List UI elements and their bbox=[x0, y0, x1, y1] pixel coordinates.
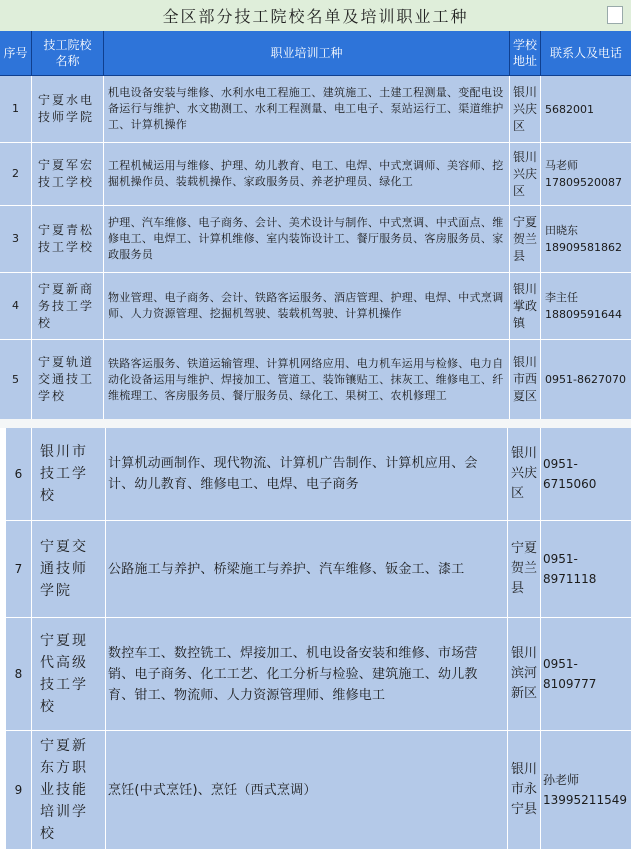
row-school: 宁夏新商务技工学校 bbox=[32, 273, 104, 339]
row-seq: 5 bbox=[0, 340, 32, 419]
row-contact: 5682001 bbox=[545, 102, 594, 116]
table-row bbox=[0, 618, 631, 731]
row-school: 宁夏现代高级技工学校 bbox=[32, 618, 106, 730]
row-jobs: 计算机动画制作、现代物流、计算机广告制作、计算机应用、会计、幼儿教育、维修电工、电焊、电子商务 bbox=[106, 428, 508, 520]
table-row bbox=[0, 428, 631, 521]
row-address: 银川兴庆区 bbox=[510, 143, 541, 205]
row-address: 银川兴庆区 bbox=[510, 76, 541, 142]
row-jobs: 公路施工与养护、桥梁施工与养护、汽车维修、钣金工、漆工 bbox=[106, 521, 508, 617]
sheet-corner-icon bbox=[607, 6, 623, 24]
row-seq: 3 bbox=[0, 206, 32, 272]
row-seq: 1 bbox=[0, 76, 32, 142]
table-row bbox=[0, 76, 631, 143]
row-contact: 马老师 17809520087 bbox=[545, 159, 622, 189]
row-address: 银川市永宁县 bbox=[508, 731, 541, 849]
row-contact: 0951-8109777 bbox=[543, 657, 597, 691]
row-contact: 0951-8971118 bbox=[543, 552, 597, 586]
row-jobs: 护理、汽车维修、电子商务、会计、美术设计与制作、中式烹调、中式面点、维修电工、电焊工、计算机维修、室内装饰设计工、餐厅服务员、客房服务员、家政服务员 bbox=[104, 206, 510, 272]
row-school: 银川市技工学校 bbox=[32, 428, 106, 520]
row-address: 银川掌政镇 bbox=[510, 273, 541, 339]
table-row bbox=[0, 521, 631, 618]
row-seq: 6 bbox=[6, 428, 32, 520]
row-address: 银川滨河新区 bbox=[508, 618, 541, 730]
row-contact: 0951-8627070 bbox=[545, 373, 626, 386]
row-contact: 田晓东 18909581862 bbox=[545, 224, 622, 254]
row-seq: 9 bbox=[6, 731, 32, 849]
row-jobs: 铁路客运服务、铁道运输管理、计算机网络应用、电力机车运用与检修、电力自动化设备运用与维护、焊接加工、管道工、装饰镶贴工、抹灰工、维修电工、纤维梳理工、客房服务员、餐厅服务员、绿化工、果树工、农机修理工 bbox=[104, 340, 510, 419]
table-row bbox=[0, 340, 631, 419]
header-seq: 序号 bbox=[0, 31, 32, 76]
row-school: 宁夏青松技工学校 bbox=[32, 206, 104, 272]
table-row bbox=[0, 273, 631, 340]
row-contact: 0951-6715060 bbox=[543, 457, 597, 491]
image-divider bbox=[0, 419, 631, 428]
row-contact: 李主任 18809591644 bbox=[545, 291, 622, 321]
table-row bbox=[0, 731, 631, 849]
header-contact: 联系人及电话 bbox=[541, 31, 631, 76]
header-jobs: 职业培训工种 bbox=[104, 31, 510, 76]
row-jobs: 工程机械运用与维修、护理、幼儿教育、电工、电焊、中式烹调师、美容师、挖掘机操作员、装载机操作、家政服务员、养老护理员、绿化工 bbox=[104, 143, 510, 205]
row-contact: 孙老师 13995211549 bbox=[543, 773, 627, 807]
row-address: 银川兴庆区 bbox=[508, 428, 541, 520]
header-school: 技工院校名称 bbox=[32, 31, 104, 76]
row-school: 宁夏交通技师学院 bbox=[32, 521, 106, 617]
row-seq: 7 bbox=[6, 521, 32, 617]
table-row bbox=[0, 206, 631, 273]
row-school: 宁夏新东方职业技能培训学校 bbox=[32, 731, 106, 849]
row-jobs: 机电设备安装与维修、水利水电工程施工、建筑施工、土建工程测量、变配电设备运行与维护、水文勘测工、水利工程测量、电工电子、泵站运行工、渠道维护工、计算机操作 bbox=[104, 76, 510, 142]
table-row bbox=[0, 143, 631, 206]
row-seq: 4 bbox=[0, 273, 32, 339]
table-title bbox=[0, 0, 631, 31]
row-address: 宁夏贺兰县 bbox=[510, 206, 541, 272]
row-seq: 8 bbox=[6, 618, 32, 730]
schools-table-part-2 bbox=[0, 428, 631, 849]
row-jobs: 烹饪(中式烹饪)、烹饪（西式烹调） bbox=[106, 731, 508, 849]
row-seq: 2 bbox=[0, 143, 32, 205]
header-address: 学校地址 bbox=[510, 31, 541, 76]
row-school: 宁夏水电技师学院 bbox=[32, 76, 104, 142]
row-school: 宁夏军宏技工学校 bbox=[32, 143, 104, 205]
table-header-row bbox=[0, 31, 631, 76]
schools-table-part-1 bbox=[0, 0, 631, 419]
table-title-text: 全区部分技工院校名单及培训职业工种 bbox=[162, 7, 469, 26]
row-address: 宁夏贺兰县 bbox=[508, 521, 541, 617]
row-jobs: 数控车工、数控铣工、焊接加工、机电设备安装和维修、市场营销、电子商务、化工工艺、化工分析与检验、建筑施工、幼儿教育、钳工、物流师、人力资源管理师、维修电工 bbox=[106, 618, 508, 730]
row-school: 宁夏轨道交通技工学校 bbox=[32, 340, 104, 419]
row-address: 银川市西夏区 bbox=[510, 340, 541, 419]
row-jobs: 物业管理、电子商务、会计、铁路客运服务、酒店管理、护理、电焊、中式烹调师、人力资源管理、挖掘机驾驶、装载机驾驶、计算机操作 bbox=[104, 273, 510, 339]
